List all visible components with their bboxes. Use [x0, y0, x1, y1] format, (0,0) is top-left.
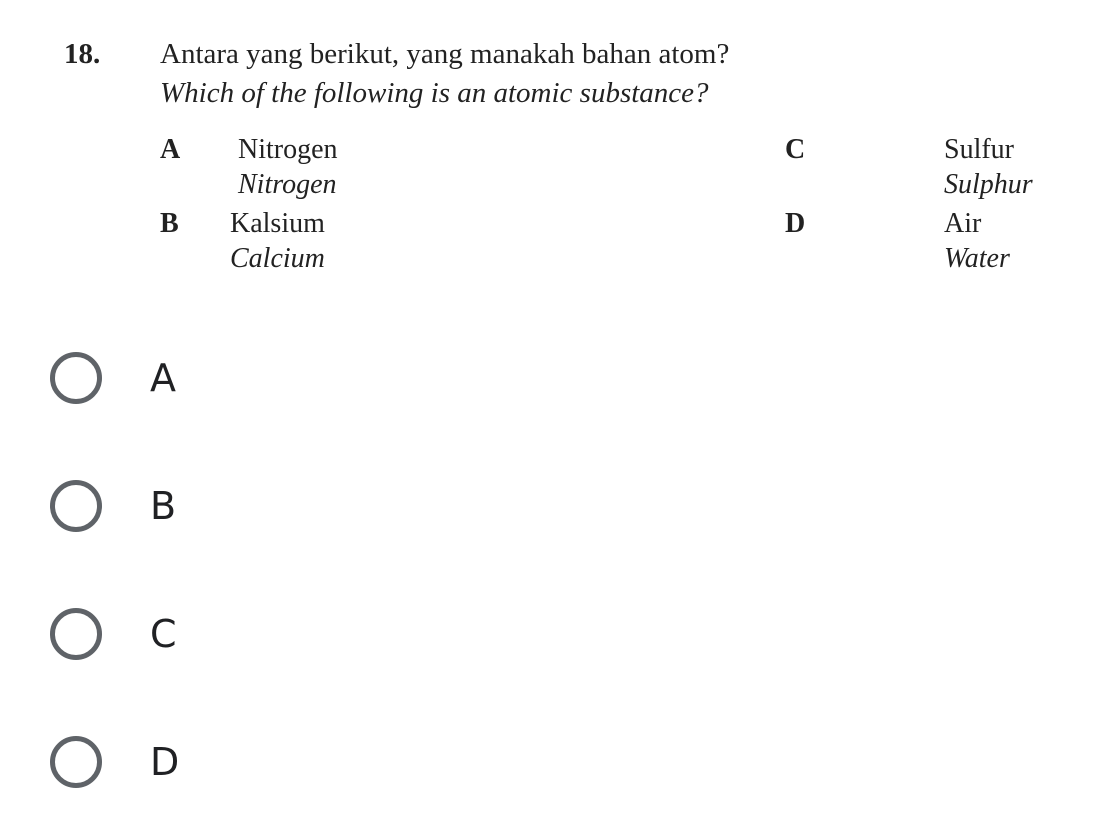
option-b-malay: Kalsium [230, 208, 325, 239]
choice-label-b: B [150, 484, 177, 528]
choice-label-c: C [150, 612, 177, 656]
option-c-english: Sulphur [944, 169, 1033, 200]
option-b-english: Calcium [230, 243, 325, 274]
choice-option-a[interactable] [50, 343, 350, 413]
choice-label-a: A [150, 356, 176, 400]
option-d-english: Water [944, 243, 1010, 274]
option-b-letter: B [160, 208, 179, 239]
choice-option-b[interactable] [50, 471, 350, 541]
choice-option-d[interactable] [50, 727, 350, 797]
option-d-letter: D [785, 208, 806, 239]
option-c-letter: C [785, 134, 806, 165]
question-text-malay: Antara yang berikut, yang manakah bahan atom? [160, 38, 730, 70]
option-a-malay: Nitrogen [238, 134, 338, 165]
question-text-english: Which of the following is an atomic substance? [160, 77, 709, 109]
radio-button-b[interactable] [50, 480, 102, 532]
question-number: 18. [64, 38, 101, 70]
choice-option-c[interactable] [50, 599, 350, 669]
question-image [0, 0, 1117, 300]
radio-button-c[interactable] [50, 608, 102, 660]
choice-label-d: D [150, 740, 180, 784]
radio-button-a[interactable] [50, 352, 102, 404]
option-c-malay: Sulfur [944, 134, 1014, 165]
option-a-english: Nitrogen [238, 169, 337, 200]
radio-button-d[interactable] [50, 736, 102, 788]
option-a-letter: A [160, 134, 181, 165]
option-d-malay: Air [944, 208, 982, 239]
